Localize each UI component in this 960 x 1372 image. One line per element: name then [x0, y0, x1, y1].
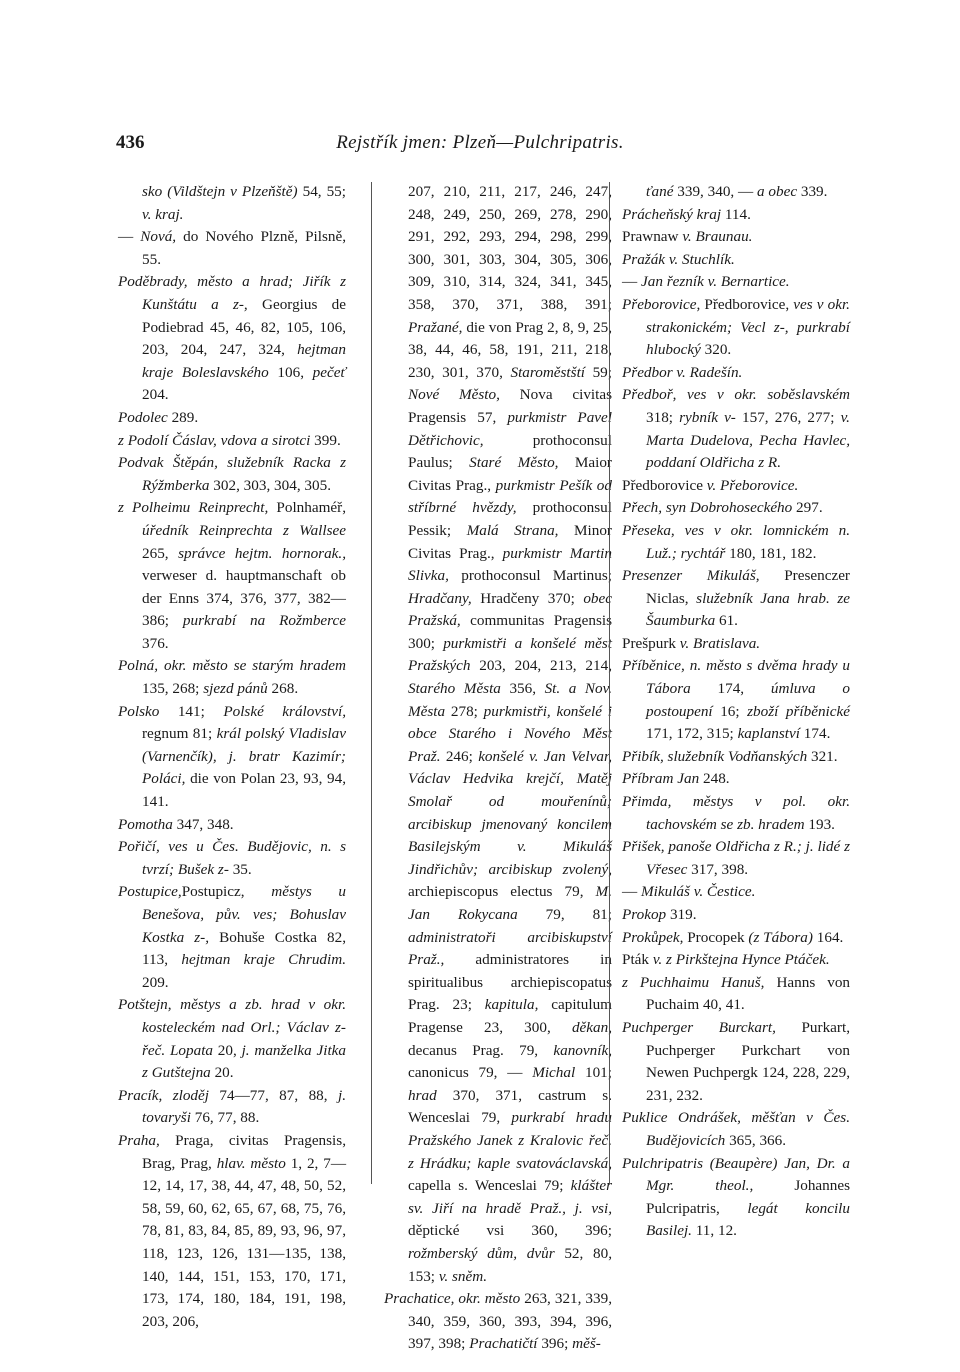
entry-italic-text: Postupice,: [118, 883, 182, 901]
entry-italic-text: Starého Města: [408, 680, 501, 698]
entry-text: Prawnaw: [622, 228, 683, 246]
entry-text: 321.: [807, 747, 838, 765]
entry-italic-text: purkmistr Martin Slivka,: [408, 544, 616, 585]
entry-italic-text: Přimda, městys v pol. okr. tachovském se zb. hradem: [622, 793, 854, 833]
entry-text: 59;: [585, 363, 616, 381]
entry-italic-text: Polsko: [118, 702, 160, 720]
entry-italic-text: a obec: [757, 183, 798, 200]
entry-italic-text: purkmistr Pavel Dětřichovic,: [408, 408, 616, 449]
index-entry: [622, 520, 854, 565]
entry-text: 101;: [575, 1064, 616, 1082]
entry-text: —: [118, 228, 141, 246]
index-entry: [622, 362, 850, 385]
entry-italic-text: Předboř, ves v okr. soběslavském: [622, 386, 850, 404]
entry-italic-text: Pulchripatris (Beaupère) Jan, Dr. a Mgr. theol.,: [622, 1154, 854, 1195]
entry-italic-text: Předbor v. Radešín.: [622, 363, 743, 381]
index-entry: [622, 226, 850, 249]
entry-text: 318;: [646, 386, 854, 426]
entry-italic-text: v. kraj.: [142, 205, 184, 223]
entry-italic-text: konšelé v. Jan Velvar, Václav Hedvika krejčí, Matěj Smolař od mouřenínů; arcibiskup jmenovaný koncilem Basilejským v. Mikuláš Jindřichův; arcibiskup zvolený,: [408, 747, 616, 878]
entry-italic-text: Přišek, panoše Oldřicha z R.; j. lidé z Vřesec: [622, 838, 854, 878]
index-column-3: [622, 181, 854, 1243]
entry-text: Georgius de Podiebrad 45, 46, 82, 105, 106, 203, 204, 247, 324,: [142, 295, 350, 359]
entry-italic-text: z Podolí Čáslav, vdova a sirotci: [118, 431, 311, 449]
index-entry: [118, 1085, 350, 1130]
index-entry: [622, 746, 850, 769]
entry-italic-text: Nová,: [140, 228, 177, 246]
entry-text: 16;: [712, 702, 748, 720]
index-entry: [118, 407, 346, 430]
entry-text: 268.: [267, 680, 299, 698]
index-entry: [118, 226, 350, 271]
index-entry: [118, 814, 346, 837]
entry-italic-text: v. z Pirkštejna Hynce Ptáček.: [652, 951, 830, 969]
entry-text: 157, 276, 277;: [735, 408, 841, 426]
entry-text: 135, 268;: [142, 657, 350, 698]
entry-italic-text: měš-: [572, 1335, 601, 1353]
entry-italic-text: kapitula,: [484, 996, 539, 1014]
entry-italic-text: Přech, syn Dobrohoseckého: [622, 499, 793, 517]
index-column-1: [118, 181, 350, 1333]
entry-italic-text: purkmistr Pešík od stříbrné hvězdy,: [408, 476, 616, 517]
entry-italic-text: sko (Vildštejn v Plzeňště): [142, 183, 298, 200]
entry-text: 370, 371, castrum s. Wenceslai 79,: [408, 1086, 616, 1127]
entry-italic-text: M. Jan Rokycana: [408, 883, 616, 923]
entry-italic-text: Potštejn, městys a zb. hrad v okr. kosteleckém nad Orl.; Václav z- řeč. Lopata: [118, 996, 350, 1059]
entry-italic-text: v. Marta Dudelova, Pecha Havlec, poddaní Oldřicha z R.: [646, 408, 854, 472]
entry-text: 248.: [699, 770, 730, 788]
entry-italic-text: v. sněm.: [438, 1267, 488, 1285]
entry-italic-text: v. Bratislava.: [679, 634, 761, 652]
column-divider: [371, 182, 372, 1184]
entry-text: 320.: [700, 341, 732, 359]
entry-italic-text: Podvak Štěpán, služebník Racka z Rýžmberka: [118, 454, 350, 494]
entry-italic-text: Přeborovice,: [622, 295, 701, 313]
entry-text: 61.: [715, 612, 738, 630]
index-entry: [118, 430, 346, 453]
entry-italic-text: Staroměstští: [510, 363, 586, 381]
entry-italic-text: Puklice Ondrášek, měšťan v Čes. Budějovicích: [622, 1109, 854, 1149]
entry-italic-text: Jan řezník v. Bernartice.: [640, 273, 790, 291]
entry-italic-text: purkmistři a konšelé měst Pražských: [408, 634, 616, 675]
entry-text: 35.: [228, 860, 252, 878]
index-entry: [118, 497, 350, 655]
index-entry: [622, 384, 854, 474]
entry-italic-text: úmluva o postoupení: [646, 680, 854, 720]
entry-text: Praga, civitas Pragensis, Brag, Prag,: [142, 1131, 350, 1172]
entry-italic-text: Příběnice, n. město s dvěma hrady u Tábora: [622, 657, 854, 698]
entry-text: 204.: [142, 363, 350, 404]
index-entry: [118, 836, 350, 881]
entry-italic-text: rožmberský dům, dvůr: [408, 1244, 555, 1262]
entry-italic-text: Hradčany,: [408, 589, 472, 607]
entry-text: 106,: [268, 363, 313, 381]
index-entry: [118, 271, 350, 407]
entry-text: Prešpurk: [622, 634, 680, 652]
entry-italic-text: obec Pražská,: [408, 589, 616, 630]
index-entry: [622, 881, 850, 904]
entry-text: Hanns von Puchaim 40, 41.: [646, 973, 854, 1014]
index-entry: [622, 181, 850, 204]
entry-italic-text: ves v okr. strakonickém; Vecl z-, purkrabí hlubocký: [646, 295, 854, 359]
entry-text: 171, 172, 315;: [646, 702, 854, 743]
entry-text: 20,: [213, 1041, 242, 1059]
entry-italic-text: Příbram Jan: [622, 770, 700, 788]
entry-text: Purkart, Puchperger Purkchart von Newen Puchpergk 124, 228, 229, 231, 232.: [646, 1018, 854, 1104]
entry-text: 79, 81;: [517, 906, 616, 923]
entry-text: do Nového Plzně, Pilsně, 55.: [142, 228, 350, 268]
entry-italic-text: j. tovaryši: [142, 1086, 350, 1127]
entry-text: verweser d. hauptmanschaft ob der Enns 374, 376, 377, 382—386;: [142, 544, 350, 630]
index-entry: [622, 1017, 854, 1107]
entry-text: regnum 81;: [142, 702, 350, 743]
entry-italic-text: Podolec: [118, 408, 168, 426]
entry-text: Minor Civitas Prag.,: [408, 521, 616, 562]
entry-italic-text: Pražák v. Stuchlík.: [622, 250, 735, 268]
index-entry: [118, 181, 350, 226]
entry-text: 376.: [142, 612, 350, 652]
entry-text: 1, 2, 7—12, 14, 17, 38, 44, 47, 48, 50, 52, 58, 59, 60, 62, 65, 67, 68, 75, 76, 78, 81, 83, 84, 85, 89, 93, 96, 97, 118, 123, 126, 131—135, 138, 140, 144, 151, 153, 170, 171, 173, 174, 180, 184, 191, 198, 203, 206,: [142, 1154, 350, 1330]
entry-text: 54, 55;: [297, 183, 350, 200]
index-entry: [622, 475, 850, 498]
entry-text: administratores in spiritualibus archiepiscopatus Prag. 23;: [408, 951, 616, 1014]
entry-text: canonicus 79, —: [408, 1041, 616, 1082]
entry-italic-text: hejtman kraje Boleslavského: [142, 341, 350, 381]
entry-italic-text: administratoři arcibiskupství Praž.,: [408, 928, 616, 969]
index-entry: [118, 994, 350, 1084]
entry-italic-text: Mikuláš v. Čestice.: [640, 883, 756, 901]
entry-italic-text: rybník v-: [679, 408, 736, 426]
entry-italic-text: ťané: [646, 183, 674, 200]
index-entry: [622, 204, 850, 227]
entry-text: 203, 204, 213, 214,: [470, 657, 616, 675]
index-entry: [622, 1153, 854, 1243]
entry-text: Polnhaméř,: [268, 499, 350, 517]
entry-text: 52, 80, 153;: [408, 1244, 616, 1285]
entry-text: die von Prag 2, 8, 9, 25, 38, 44, 46, 58, 191, 211, 218, 230, 301, 370,: [408, 318, 616, 381]
entry-text: Nova civitas Pragensis 57,: [408, 386, 616, 426]
index-entry: [622, 565, 854, 633]
entry-italic-text: Přeseka, ves v okr. lomnickém n. Luž.; rychtář: [622, 521, 854, 562]
entry-italic-text: král polský Vladislav (Varnenčík), j. bratr Kazimír; Poláci,: [142, 725, 350, 788]
running-title: Rejstřík jmen: Plzeň—Pulchripatris.: [336, 132, 624, 153]
entry-italic-text: Presenzer Mikuláš,: [622, 567, 760, 585]
entry-italic-text: Prachatice, okr. město: [384, 1290, 521, 1308]
entry-text: Předborovice: [622, 476, 707, 494]
entry-text: 319.: [666, 906, 697, 923]
entry-text: Maior Civitas Prag.,: [408, 454, 616, 494]
entry-text: Postupicz,: [181, 883, 272, 901]
entry-italic-text: Prokop: [622, 906, 667, 923]
entry-italic-text: kanovník,: [553, 1041, 612, 1059]
entry-text: prothoconsul Paulus;: [408, 431, 616, 472]
entry-text: Procopek: [683, 928, 749, 946]
entry-italic-text: j. manželka Jitka z Gutštejna: [142, 1041, 350, 1082]
index-entry: [118, 1130, 350, 1333]
entry-text: 356,: [500, 680, 545, 698]
entry-italic-text: Pražané,: [408, 318, 463, 336]
entry-text: 141;: [159, 702, 224, 720]
entry-text: 339, 340, —: [673, 183, 757, 200]
entry-text: 289.: [167, 408, 199, 426]
entry-text: 263, 321, 339, 340, 359, 360, 393, 394, 396, 397, 398;: [408, 1290, 616, 1353]
entry-italic-text: děkan,: [571, 1018, 612, 1036]
entry-text: 278;: [445, 702, 484, 720]
entry-italic-text: Puchperger Burckart,: [622, 1018, 776, 1036]
index-entry: [384, 1288, 616, 1356]
page-number: 436: [116, 132, 145, 153]
entry-text: 399.: [310, 431, 341, 449]
index-entry: [622, 768, 850, 791]
index-entry: [622, 904, 850, 927]
entry-italic-text: Prokůpek,: [622, 928, 684, 946]
index-entry: [622, 927, 850, 950]
entry-italic-text: úředník Reinprechta z Wallsee: [142, 521, 346, 539]
entry-text: 209.: [142, 951, 350, 991]
index-entry: [622, 949, 850, 972]
entry-text: 74—77, 87, 88,: [208, 1086, 338, 1104]
index-entry: [622, 655, 854, 745]
entry-text: 76, 77, 88.: [190, 1109, 260, 1127]
entry-italic-text: Malá Strana,: [466, 521, 559, 539]
entry-text: capella s. Wenceslai 79;: [408, 1154, 616, 1195]
entry-italic-text: zboží příběnické: [747, 702, 850, 720]
entry-text: Johannes Pulcripatris,: [646, 1177, 854, 1217]
entry-text: communitas Pragensis 300;: [408, 612, 616, 652]
entry-italic-text: St. a Nov. Města: [408, 680, 616, 720]
index-entry: [622, 497, 850, 520]
entry-italic-text: Polské království,: [223, 702, 346, 720]
entry-italic-text: v. Přeborovice.: [706, 476, 799, 494]
entry-italic-text: Staré Město,: [469, 454, 559, 472]
entry-text: Presenczer Niclas,: [646, 567, 854, 607]
entry-text: 193.: [804, 815, 835, 833]
entry-italic-text: pečeť: [312, 363, 346, 381]
entry-text: 114.: [721, 205, 751, 223]
entry-italic-text: z Puchhaimu Hanuš,: [622, 973, 765, 991]
index-entry: [622, 836, 854, 881]
entry-italic-text: purkrabí hradu Pražského Janek z Kralovic řeč. z Hrádku; kaple svatováclavská,: [408, 1109, 616, 1172]
entry-text: 246;: [440, 747, 479, 765]
entry-text: prothoconsul Martinus;: [448, 567, 616, 585]
index-entry: [622, 271, 850, 294]
entry-italic-text: Pořičí, ves u Čes. Budějovic, n. s tvrzí; Bušek z-: [118, 838, 350, 878]
entry-text: die von Polan 23, 93, 94, 141.: [142, 770, 350, 811]
entry-text: 396;: [537, 1335, 573, 1353]
entry-text: archiepiscopus electus 79,: [408, 860, 616, 901]
entry-italic-text: hrad: [408, 1086, 437, 1104]
entry-text: 207, 210, 211, 217, 246, 247, 248, 249, 250, 269, 278, 290, 291, 292, 293, 294, 298, 299, 300, 301, 303, 304, 305, 306, 309, 310, 314, 324, 341, 345, 358, 370, 371, 388, 391;: [408, 183, 616, 313]
entry-italic-text: z Polheimu Reinprecht,: [118, 499, 269, 517]
entry-text: 339.: [797, 183, 828, 200]
entry-italic-text: Michal: [532, 1064, 576, 1082]
entry-text: —: [622, 883, 641, 901]
entry-text: děptické vsi 360, 396;: [408, 1199, 616, 1240]
entry-italic-text: Prachatičtí: [469, 1335, 538, 1353]
entry-italic-text: správce hejtm. hornorak.,: [178, 544, 346, 562]
entry-italic-text: Polná, okr. město se starým hradem: [118, 657, 346, 675]
index-entry: [622, 791, 854, 836]
entry-italic-text: kaplanství: [737, 725, 800, 743]
index-entry: [118, 701, 350, 814]
entry-italic-text: hejtman kraje Chrudim.: [181, 951, 346, 969]
index-entry: [118, 881, 350, 994]
index-entry: [622, 633, 850, 656]
entry-text: 11, 12.: [691, 1222, 737, 1240]
entry-text: Hradčeny 370;: [471, 589, 584, 607]
entry-italic-text: v. Braunau.: [682, 228, 753, 246]
entry-italic-text: Pracík, zloděj: [118, 1086, 209, 1104]
entry-text: 297.: [792, 499, 823, 517]
index-column-2: [384, 181, 616, 1356]
entry-text: 347, 348.: [172, 815, 234, 833]
index-entry: [118, 452, 350, 497]
entry-text: 174,: [690, 680, 771, 698]
entry-italic-text: legát koncilu Basilej.: [646, 1199, 854, 1240]
index-entry: [622, 1107, 854, 1152]
entry-italic-text: Přibík, služebník Vodňanských: [622, 747, 808, 765]
entry-italic-text: služebník Jana hrab. ze Šaumburka: [646, 589, 854, 630]
entry-italic-text: klášter sv. Jiří na hradě Praž., j. vsi,: [408, 1177, 616, 1217]
entry-italic-text: Praha,: [118, 1131, 160, 1149]
entry-italic-text: purkrabí na Rožmberce: [182, 612, 346, 630]
entry-text: capitulum Pragense 23, 300,: [408, 996, 616, 1036]
index-entry: [622, 249, 850, 272]
entry-text: Předborovice,: [700, 295, 794, 313]
entry-text: 302, 303, 304, 305.: [209, 476, 331, 494]
entry-text: decanus Prag. 79,: [408, 1018, 616, 1059]
entry-text: —: [622, 273, 641, 291]
entry-text: 180, 181, 182.: [725, 544, 817, 562]
entry-text: 20.: [210, 1064, 234, 1082]
index-entry: [118, 655, 350, 700]
entry-text: prothoconsul Pessik;: [408, 499, 616, 539]
entry-italic-text: Poděbrady, město a hrad; Jiřík z Kunštátu a z-,: [118, 273, 350, 313]
entry-italic-text: Pomotha: [118, 815, 173, 833]
entry-text: 265,: [142, 521, 350, 562]
entry-italic-text: městys u Benešova, pův. ves; Bohuslav Kostka z-,: [142, 883, 350, 946]
entry-text: 365, 366.: [725, 1131, 787, 1149]
entry-italic-text: purkmistři, konšelé i obce Starého i Nového Měst Praž.: [408, 702, 616, 765]
entry-text: Bohuše Costka 82, 113,: [142, 928, 350, 969]
entry-italic-text: Prácheňský kraj: [622, 205, 722, 223]
entry-italic-text: Nové Město,: [408, 386, 500, 404]
entry-text: Pták: [622, 951, 653, 969]
entry-italic-text: hlav. město: [216, 1154, 286, 1172]
index-entry: [384, 181, 616, 1288]
entry-italic-text: sjezd pánů: [203, 680, 268, 698]
entry-italic-text: (z Tábora): [748, 928, 813, 946]
entry-text: 174.: [800, 725, 831, 743]
entry-text: 317, 398.: [687, 860, 749, 878]
index-entry: [622, 294, 854, 362]
entry-text: 164.: [812, 928, 844, 946]
index-entry: [622, 972, 854, 1017]
column-divider: [609, 182, 610, 1184]
